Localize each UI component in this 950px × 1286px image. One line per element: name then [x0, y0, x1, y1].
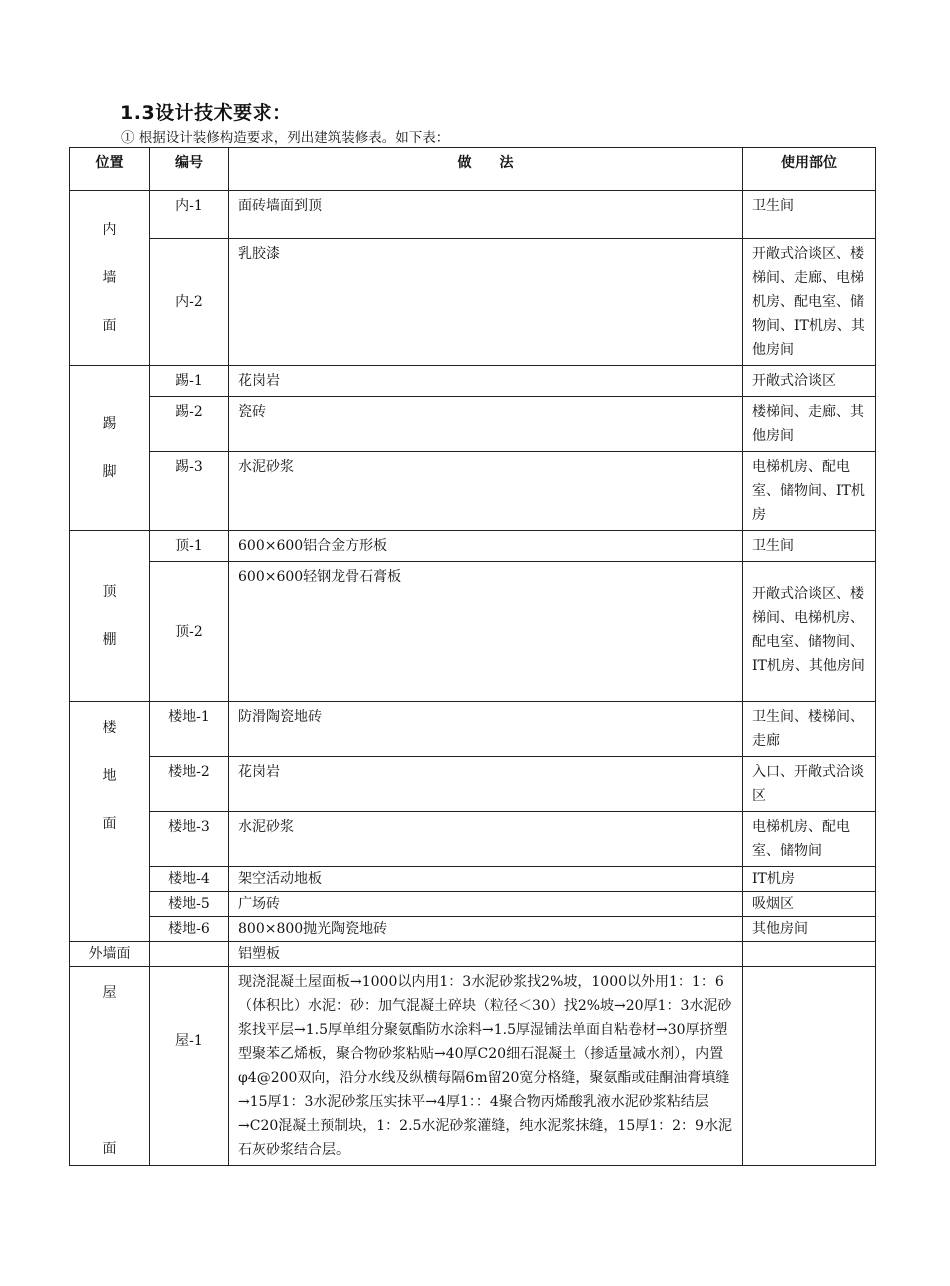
row-method: 水泥砂浆	[229, 812, 743, 867]
row-method: 架空活动地板	[229, 867, 743, 892]
header-usage: 使用部位	[743, 148, 876, 191]
row-method: 乳胶漆	[229, 239, 743, 366]
group-label-char: 面	[102, 318, 117, 334]
row-usage: 卫生间	[743, 191, 876, 239]
row-method: 防滑陶瓷地砖	[229, 702, 743, 757]
row-method: 花岗岩	[229, 757, 743, 812]
group-label-char: 地	[102, 768, 117, 784]
row-method: 广场砖	[229, 892, 743, 917]
row-code	[150, 942, 229, 967]
row-code: 楼地-5	[150, 892, 229, 917]
row-code: 楼地-4	[150, 867, 229, 892]
group-label-char: 顶	[102, 584, 117, 600]
table-header-row	[70, 148, 876, 191]
table-row	[70, 366, 876, 397]
row-method: 水泥砂浆	[229, 452, 743, 531]
table-row	[70, 452, 876, 531]
row-method: 800×800抛光陶瓷地砖	[229, 917, 743, 942]
table-row	[70, 562, 876, 702]
row-usage: IT机房	[743, 867, 876, 892]
group-label-char: 内	[102, 222, 117, 238]
group-label-char: 屋	[102, 985, 117, 1001]
row-method: 现浇混凝土屋面板→1000以内用1：3水泥砂浆找2%坡，1000以外用1：1：6（体积比）水泥：砂：加气混凝土碎块（粒径＜30）找2%坡→20厚1：3水泥砂浆找平层→1.5厚单组分聚氨酯防水涂料→1.5厚湿铺法单面自粘卷材→30厚挤塑型聚苯乙烯板，聚合物砂浆粘贴→40厚C20细石混凝土（掺适量减水剂），内置φ4@200双向，沿分水线及纵横每隔6m留20宽分格缝，聚氨酯或硅酮油膏填缝→15厚1：3水泥砂浆压实抹平→4厚1：：4聚合物丙烯酸乳液水泥砂浆粘结层→C20混凝土预制块，1：2.5水泥砂浆灌缝，纯水泥浆抹缝，15厚1：2：9水泥石灰砂浆结合层。	[229, 967, 743, 1166]
row-code: 踢-1	[150, 366, 229, 397]
table-row	[70, 967, 876, 1166]
row-code: 楼地-2	[150, 757, 229, 812]
table-row	[70, 239, 876, 366]
table-row	[70, 757, 876, 812]
row-code: 楼地-3	[150, 812, 229, 867]
group-label-char: 楼	[102, 720, 117, 736]
row-usage: 入口、开敞式洽谈区	[743, 757, 876, 812]
header-code: 编号	[150, 148, 229, 191]
row-method: 面砖墙面到顶	[229, 191, 743, 239]
row-code: 楼地-1	[150, 702, 229, 757]
table-row	[70, 892, 876, 917]
decoration-table	[69, 147, 876, 1166]
row-usage: 楼梯间、走廊、其他房间	[743, 397, 876, 452]
group-label-roof	[70, 967, 150, 1166]
group-label-char: 墙	[102, 270, 117, 286]
row-usage: 卫生间、楼梯间、走廊	[743, 702, 876, 757]
row-code: 楼地-6	[150, 917, 229, 942]
row-usage: 电梯机房、配电室、储物间、IT机房	[743, 452, 876, 531]
intro-text: ① 根据设计装修构造要求，列出建筑装修表。如下表：	[121, 130, 450, 146]
table-row	[70, 191, 876, 239]
table-row	[70, 917, 876, 942]
section-heading: 1.3设计技术要求：	[120, 102, 292, 124]
row-code: 屋-1	[150, 967, 229, 1166]
row-usage: 电梯机房、配电室、储物间	[743, 812, 876, 867]
row-usage: 开敞式洽谈区、楼梯间、电梯机房、配电室、储物间、IT机房、其他房间	[743, 562, 876, 702]
group-label-char: 面	[102, 816, 117, 832]
table-row	[70, 702, 876, 757]
row-usage	[743, 942, 876, 967]
group-label-skirting	[70, 366, 150, 531]
header-method: 做 法	[229, 148, 743, 191]
row-method: 600×600铝合金方形板	[229, 531, 743, 562]
table-row	[70, 942, 876, 967]
row-usage: 开敞式洽谈区	[743, 366, 876, 397]
group-label-char: 面	[102, 1141, 117, 1157]
group-label-char: 脚	[102, 464, 117, 480]
group-label-char: 踢	[102, 416, 117, 432]
row-usage: 开敞式洽谈区、楼梯间、走廊、电梯机房、配电室、储物间、IT机房、其他房间	[743, 239, 876, 366]
row-code: 顶-1	[150, 531, 229, 562]
group-label-char: 棚	[102, 632, 117, 648]
row-method: 花岗岩	[229, 366, 743, 397]
group-label-floor	[70, 702, 150, 942]
group-label-ceiling	[70, 531, 150, 702]
table-row	[70, 812, 876, 867]
table-row	[70, 867, 876, 892]
row-code: 踢-2	[150, 397, 229, 452]
row-code: 内-1	[150, 191, 229, 239]
row-method: 瓷砖	[229, 397, 743, 452]
group-label-inner-wall	[70, 191, 150, 366]
row-method: 铝塑板	[229, 942, 743, 967]
row-usage: 卫生间	[743, 531, 876, 562]
row-code: 内-2	[150, 239, 229, 366]
table-row	[70, 397, 876, 452]
row-code: 踢-3	[150, 452, 229, 531]
row-code: 顶-2	[150, 562, 229, 702]
table-row	[70, 531, 876, 562]
group-label-exterior: 外墙面	[70, 942, 150, 967]
row-usage: 其他房间	[743, 917, 876, 942]
row-method: 600×600轻钢龙骨石膏板	[229, 562, 743, 702]
row-usage	[743, 967, 876, 1166]
header-position: 位置	[70, 148, 150, 191]
row-usage: 吸烟区	[743, 892, 876, 917]
